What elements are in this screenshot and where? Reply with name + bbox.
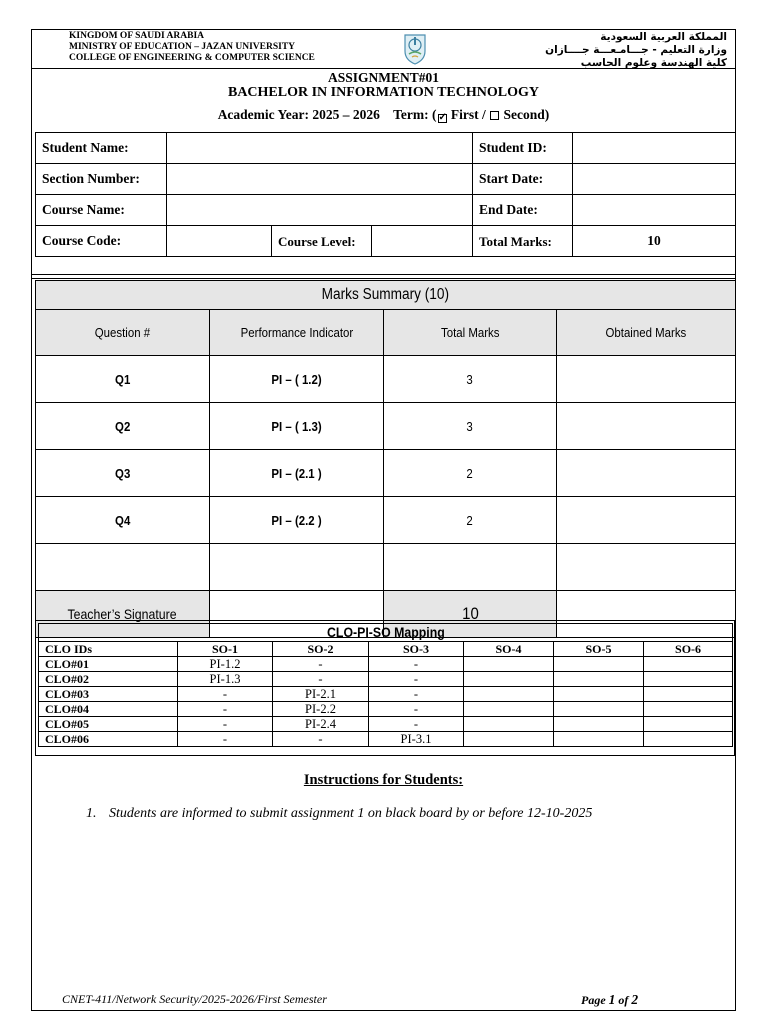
col-performance-indicator: Performance Indicator: [210, 310, 384, 356]
signature-total: 10: [384, 591, 557, 638]
clo-cell: -: [273, 732, 369, 747]
total-marks-label: Total Marks:: [473, 226, 573, 257]
clo-cell: PI-1.3: [178, 672, 273, 687]
table-row: [39, 687, 733, 702]
double-divider: [32, 274, 735, 279]
clo-id: CLO#01: [39, 657, 178, 672]
instruction-item: [86, 806, 592, 822]
start-date-field[interactable]: [573, 164, 736, 195]
clo-col-so6: SO-6: [644, 642, 733, 657]
col-obtained-marks: Obtained Marks: [557, 310, 736, 356]
total-cell: 2: [384, 450, 557, 497]
marks-summary-table: [35, 280, 736, 638]
footer-page-number: Page 1 of 2: [581, 992, 639, 1007]
clo-cell: [644, 672, 733, 687]
header-divider: [32, 68, 735, 69]
table-row: [36, 450, 736, 497]
end-date-label: End Date:: [473, 195, 573, 226]
pi-cell: PI – ( 1.2): [210, 356, 384, 403]
clo-cell: -: [369, 687, 464, 702]
col-question: Question #: [36, 310, 210, 356]
table-row: [36, 544, 736, 591]
clo-cell: PI-3.1: [369, 732, 464, 747]
header-college: COLLEGE OF ENGINEERING & COMPUTER SCIENCE: [69, 53, 315, 63]
term-first-checkbox[interactable]: [438, 114, 447, 123]
total-marks-value: 10: [573, 226, 736, 257]
clo-cell: -: [369, 717, 464, 732]
total-cell: 2: [384, 497, 557, 544]
end-date-field[interactable]: [573, 195, 736, 226]
clo-mapping-table: [38, 623, 733, 747]
clo-col-ids: CLO IDs: [39, 642, 178, 657]
instruction-number: 1.: [86, 806, 97, 821]
clo-cell: PI-2.1: [273, 687, 369, 702]
table-row: [36, 403, 736, 450]
clo-cell: [644, 702, 733, 717]
clo-cell: [644, 657, 733, 672]
clo-id: CLO#03: [39, 687, 178, 702]
obtained-cell[interactable]: [557, 356, 736, 403]
info-row: [36, 164, 736, 195]
assignment-title: ASSIGNMENT#01: [327, 70, 440, 85]
student-id-field[interactable]: [573, 133, 736, 164]
clo-mapping-title: CLO-PI-SO Mapping: [39, 624, 733, 642]
term-first-label: First /: [450, 107, 486, 122]
student-name-field[interactable]: [167, 133, 473, 164]
clo-cell: -: [273, 672, 369, 687]
clo-cell: [464, 717, 554, 732]
info-row: [36, 226, 736, 257]
pi-cell: PI – ( 1.3): [210, 403, 384, 450]
question-cell: [36, 544, 210, 591]
clo-cell: -: [273, 657, 369, 672]
table-row: [36, 356, 736, 403]
pi-cell: PI – (2.1 ): [210, 450, 384, 497]
clo-cell: -: [178, 732, 273, 747]
student-name-label: Student Name:: [36, 133, 167, 164]
clo-cell: -: [178, 687, 273, 702]
header-english: [69, 31, 315, 64]
clo-cell: -: [178, 702, 273, 717]
table-row: [39, 657, 733, 672]
clo-cell: PI-2.4: [273, 717, 369, 732]
obtained-cell[interactable]: [557, 544, 736, 591]
clo-col-so4: SO-4: [464, 642, 554, 657]
clo-cell: [644, 687, 733, 702]
program-title: BACHELOR IN INFORMATION TECHNOLOGY: [227, 85, 539, 100]
table-row: [39, 702, 733, 717]
clo-col-so3: SO-3: [369, 642, 464, 657]
document-page: [31, 29, 736, 1011]
clo-cell: [644, 732, 733, 747]
question-cell: Q1: [36, 356, 210, 403]
total-cell: [384, 544, 557, 591]
clo-cell: [554, 732, 644, 747]
clo-col-so2: SO-2: [273, 642, 369, 657]
footer-course-info: CNET-411/Network Security/2025-2026/First Semester: [62, 992, 327, 1006]
clo-cell: [554, 687, 644, 702]
total-cell: 3: [384, 356, 557, 403]
university-logo-icon: [401, 31, 429, 65]
clo-id: CLO#05: [39, 717, 178, 732]
course-code-label: Course Code:: [36, 226, 167, 257]
table-row: [39, 672, 733, 687]
academic-term-line: [32, 107, 735, 123]
clo-cell: -: [369, 657, 464, 672]
term-second-checkbox[interactable]: [490, 111, 499, 120]
clo-col-so5: SO-5: [554, 642, 644, 657]
obtained-cell[interactable]: [557, 403, 736, 450]
pi-cell: PI – (2.2 ): [210, 497, 384, 544]
clo-cell: PI-2.2: [273, 702, 369, 717]
course-code-field[interactable]: [167, 226, 272, 257]
section-number-label: Section Number:: [36, 164, 167, 195]
instruction-text: Students are informed to submit assignment 1 on black board by or before 12-10-2025: [109, 806, 593, 821]
instructions-heading: Instructions for Students:: [303, 772, 464, 788]
clo-cell: [554, 702, 644, 717]
course-level-field[interactable]: [372, 226, 473, 257]
start-date-label: Start Date:: [473, 164, 573, 195]
clo-id: CLO#06: [39, 732, 178, 747]
info-row: [36, 133, 736, 164]
col-total-marks: Total Marks: [384, 310, 557, 356]
table-row: [39, 717, 733, 732]
question-cell: Q4: [36, 497, 210, 544]
clo-header-row: [39, 642, 733, 657]
info-row: [36, 195, 736, 226]
term-label: Term: (: [393, 107, 437, 122]
student-info-table: [35, 132, 736, 257]
table-row: [36, 497, 736, 544]
clo-cell: [644, 717, 733, 732]
obtained-cell[interactable]: [557, 497, 736, 544]
clo-cell: [464, 657, 554, 672]
clo-mapping-box: [35, 620, 735, 756]
clo-cell: PI-1.2: [178, 657, 273, 672]
obtained-cell[interactable]: [557, 450, 736, 497]
clo-cell: [464, 732, 554, 747]
header-arabic: [545, 31, 727, 70]
marks-summary-title: Marks Summary (10): [36, 281, 736, 310]
header-kingdom-ar: المملكة العربية السعودية: [600, 31, 727, 43]
section-number-field[interactable]: [167, 164, 473, 195]
clo-id: CLO#02: [39, 672, 178, 687]
clo-cell: -: [369, 702, 464, 717]
clo-cell: -: [178, 717, 273, 732]
header-college-ar: كلية الهندسة وعلوم الحاسب: [580, 57, 727, 69]
clo-cell: -: [369, 672, 464, 687]
clo-id: CLO#04: [39, 702, 178, 717]
clo-cell: [554, 657, 644, 672]
teacher-signature-label: Teacher’s Signature: [36, 591, 210, 638]
academic-year: Academic Year: 2025 – 2026: [217, 107, 380, 122]
course-name-field[interactable]: [167, 195, 473, 226]
clo-cell: [554, 717, 644, 732]
clo-cell: [464, 687, 554, 702]
question-cell: Q3: [36, 450, 210, 497]
checkmark-icon: ✓: [438, 112, 447, 123]
total-cell: 3: [384, 403, 557, 450]
student-id-label: Student ID:: [473, 133, 573, 164]
term-second-label: Second): [503, 107, 550, 122]
header-ministry: MINISTRY OF EDUCATION – JAZAN UNIVERSITY: [69, 42, 296, 52]
clo-cell: [464, 672, 554, 687]
header-ministry-ar: وزارة التعليم - جـــامـعـــة جــــازان: [545, 44, 727, 56]
clo-cell: [464, 702, 554, 717]
course-level-label: Course Level:: [272, 226, 372, 257]
clo-col-so1: SO-1: [178, 642, 273, 657]
course-name-label: Course Name:: [36, 195, 167, 226]
clo-cell: [554, 672, 644, 687]
table-row: [39, 732, 733, 747]
pi-cell: [210, 544, 384, 591]
header-kingdom: KINGDOM OF SAUDI ARABIA: [69, 31, 205, 41]
question-cell: Q2: [36, 403, 210, 450]
